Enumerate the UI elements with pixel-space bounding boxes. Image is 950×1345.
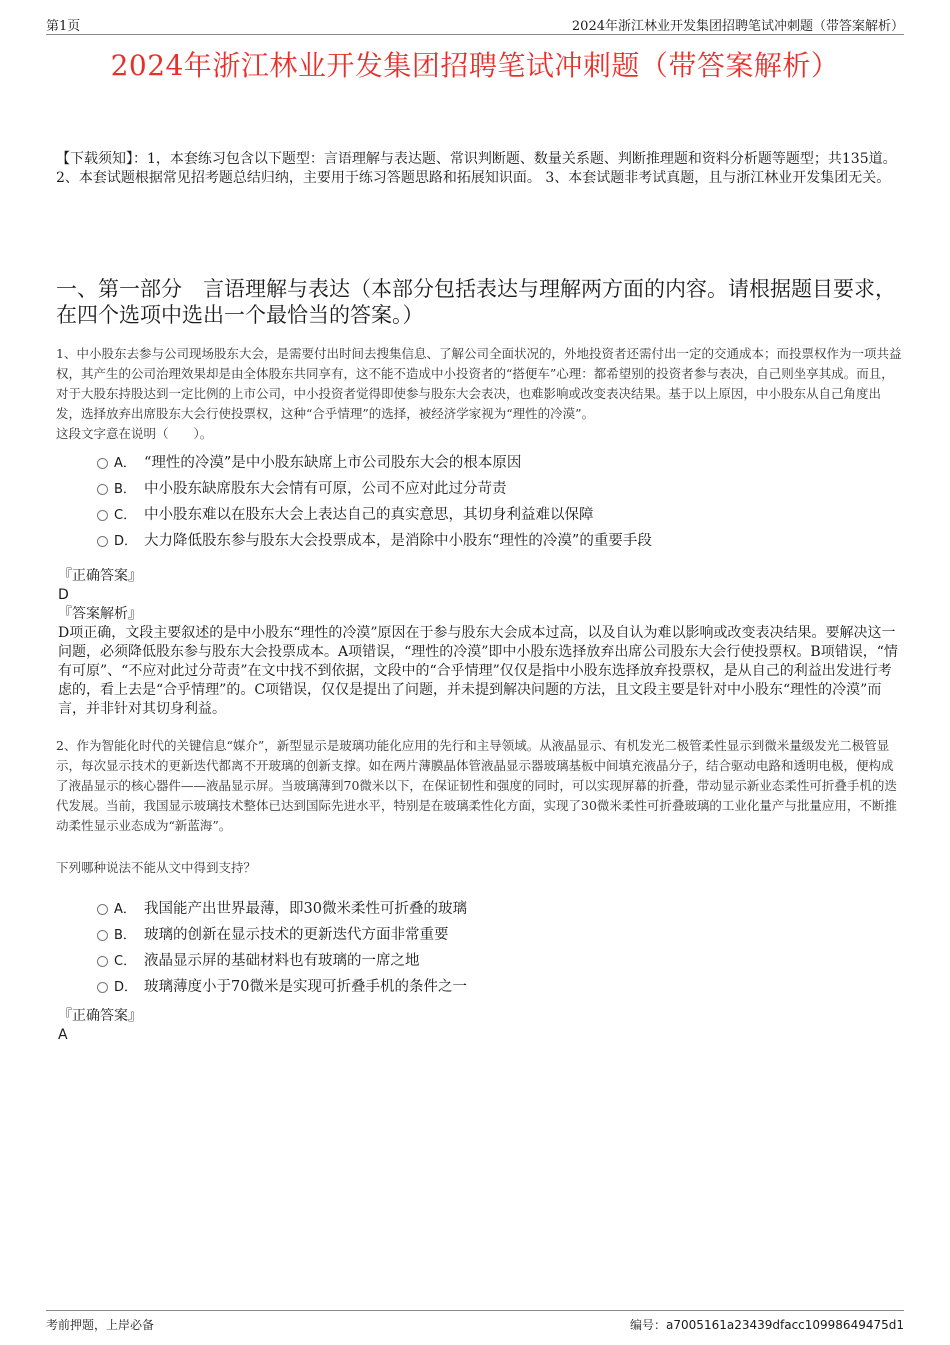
option-d[interactable] bbox=[56, 974, 904, 1000]
radio-button[interactable] bbox=[97, 956, 108, 967]
code-value: a7005161a23439dfacc10998649475d1 bbox=[666, 1318, 904, 1332]
option-text: 玻璃薄度小于70微米是实现可折叠手机的条件之一 bbox=[144, 979, 467, 995]
option-letter: B． bbox=[114, 928, 136, 943]
option-a[interactable] bbox=[56, 896, 904, 922]
page-footer bbox=[46, 1310, 904, 1335]
option-d[interactable] bbox=[56, 528, 904, 554]
option-text: 液晶显示屏的基础材料也有玻璃的一席之地 bbox=[144, 953, 420, 969]
option-letter: C． bbox=[114, 508, 137, 523]
question-prompt: 下列哪种说法不能从文中得到支持？ bbox=[56, 860, 257, 875]
radio-button[interactable] bbox=[97, 484, 108, 495]
answer-label: 『正确答案』 bbox=[58, 568, 142, 584]
page-number: 第1页 bbox=[46, 19, 81, 34]
option-list bbox=[56, 896, 904, 1000]
option-list bbox=[56, 450, 904, 554]
option-text: 大力降低股东参与股东大会投票成本，是消除中小股东“理性的冷漠”的重要手段 bbox=[144, 533, 652, 549]
radio-button[interactable] bbox=[97, 930, 108, 941]
option-text: “理性的冷漠”是中小股东缺席上市公司股东大会的根本原因 bbox=[144, 455, 522, 471]
radio-button[interactable] bbox=[97, 982, 108, 993]
code-label: 编号： bbox=[630, 1318, 667, 1332]
option-text: 中小股东缺席股东大会情有可原，公司不应对此过分苛责 bbox=[144, 481, 507, 497]
option-c[interactable] bbox=[56, 948, 904, 974]
answer-value: D bbox=[58, 587, 69, 603]
option-b[interactable] bbox=[56, 476, 904, 502]
radio-button[interactable] bbox=[97, 458, 108, 469]
option-letter: A． bbox=[114, 456, 136, 471]
radio-button[interactable] bbox=[97, 904, 108, 915]
option-letter: D． bbox=[114, 534, 138, 549]
question-2 bbox=[56, 736, 904, 1044]
footer-slogan: 考前押题，上岸必备 bbox=[46, 1318, 155, 1332]
document-code bbox=[630, 1316, 904, 1333]
answer-value: A bbox=[58, 1027, 68, 1043]
question-prompt: 这段文字意在说明（ ）。 bbox=[56, 426, 213, 441]
option-letter: D． bbox=[114, 980, 138, 995]
analysis-label: 『答案解析』 bbox=[58, 606, 142, 622]
radio-button[interactable] bbox=[97, 510, 108, 521]
document-title: 2024年浙江林业开发集团招聘笔试冲刺题（带答案解析） bbox=[110, 49, 840, 82]
option-letter: C． bbox=[114, 954, 137, 969]
question-body: 2、作为智能化时代的关键信息“媒介”，新型显示是玻璃功能化应用的先行和主导领域。从液晶显示、有机发光二极管柔性显示到微米量级发光二极管显示，每次显示技术的更新迭代都离不开玻璃的创新支撑。如在两片薄膜晶体管液晶显示器玻璃基板中间填充液晶分子，结合驱动电路和透明电极，便构成了液晶显示的核心器件——液晶显示屏。当玻璃薄到70微米以下，在保证韧性和强度的同时，可以实现屏幕的折叠，带动显示新业态柔性可折叠手机的迭代发展。当前，我国显示玻璃技术整体已达到国际先进水平，特别是在玻璃柔性化方面，实现了30微米柔性可折叠玻璃的工业化量产与批量应用，不断推动柔性显示业态成为“新蓝海”。 bbox=[56, 738, 897, 833]
page-header bbox=[46, 12, 904, 35]
download-notice: 【下载须知】：1，本套练习包含以下题型：言语理解与表达题、常识判断题、数量关系题、判断推理题和资料分析题等题型；共135道。 2、本套试题根据常见招考题总结归纳，主要用于练习答题思路和拓展知识面。 3、本套试题非考试真题，且与浙江林业开发集团无关。 bbox=[56, 151, 897, 186]
option-a[interactable] bbox=[56, 450, 904, 476]
question-body: 1、中小股东去参与公司现场股东大会，是需要付出时间去搜集信息、了解公司全面状况的，外地投资者还需付出一定的交通成本；而投票权作为一项共益权，其产生的公司治理效果却是由全体股东共同享有，这不能不造成中小投资者的“搭便车”心理：都希望别的投资者参与表决，自己则坐享其成。而且，对于大股东持股达到一定比例的上市公司，中小投资者觉得即使参与股东大会表决，也难影响或改变表决结果。基于以上原因，中小股东从自己角度出发，选择放弃出席股东大会行使投票权，这种“合乎情理”的选择，被经济学家视为“理性的冷漠”。 bbox=[56, 346, 902, 421]
option-text: 我国能产出世界最薄，即30微米柔性可折叠的玻璃 bbox=[144, 901, 467, 917]
answer-label: 『正确答案』 bbox=[58, 1008, 142, 1024]
analysis-text: D项正确，文段主要叙述的是中小股东“理性的冷漠”原因在于参与股东大会成本过高，以及自认为难以影响或改变表决结果。要解决这一问题，必须降低股东参与股东大会投票成本。A项错误，“理性的冷漠”即中小股东选择放弃出席公司股东大会行使投票权。B项错误，“情有可原”、“不应对此过分苛责”在文中找不到依据，文段中的“合乎情理”仅仅是指中小股东选择放弃投票权，是从自己的利益出发进行考虑的，看上去是“合乎情理”的。C项错误，仅仅是提出了问题，并未提到解决问题的方法，且文段主要是针对中小股东“理性的冷漠”而言，并非针对其切身利益。 bbox=[58, 625, 898, 717]
option-text: 玻璃的创新在显示技术的更新迭代方面非常重要 bbox=[144, 927, 449, 943]
option-letter: A． bbox=[114, 902, 136, 917]
running-title: 2024年浙江林业开发集团招聘笔试冲刺题（带答案解析） bbox=[571, 19, 904, 34]
question-1 bbox=[56, 344, 904, 719]
option-b[interactable] bbox=[56, 922, 904, 948]
section-heading: 一、第一部分 言语理解与表达（本部分包括表达与理解两方面的内容。请根据题目要求，在四个选项中选出一个最恰当的答案。） bbox=[56, 277, 896, 327]
option-text: 中小股东难以在股东大会上表达自己的真实意思，其切身利益难以保障 bbox=[144, 507, 594, 523]
option-letter: B． bbox=[114, 482, 136, 497]
option-c[interactable] bbox=[56, 502, 904, 528]
radio-button[interactable] bbox=[97, 536, 108, 547]
